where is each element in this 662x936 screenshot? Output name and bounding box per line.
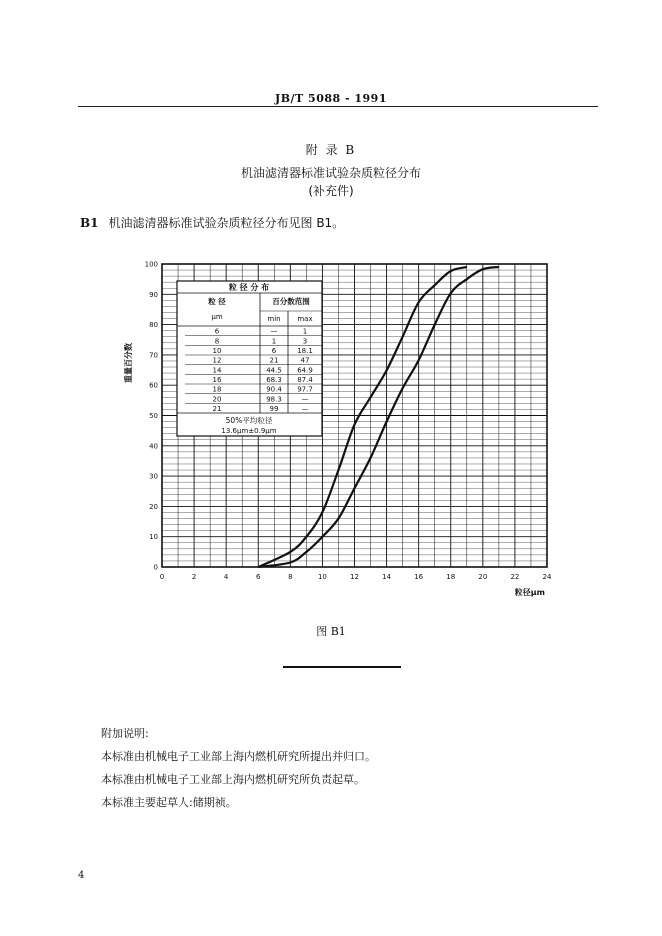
x-tick-label: 20 (478, 573, 488, 581)
inset-row-size: 8 (214, 337, 220, 346)
inset-row-size: 21 (212, 405, 222, 413)
y-tick-label: 70 (149, 351, 158, 360)
inset-row-min: 1 (271, 337, 277, 346)
inset-footer-value: 13.6μm±0.9μm (221, 427, 277, 435)
y-tick-label: 10 (149, 533, 158, 542)
inset-row-size: 14 (212, 366, 222, 375)
inset-row-max: — (301, 395, 309, 404)
inset-max-header: max (297, 315, 313, 323)
x-tick-label: 2 (191, 573, 197, 581)
notes-heading: 附加说明: (101, 727, 149, 740)
inset-row-min: 68.3 (266, 376, 282, 384)
inset-row-max: 87.4 (297, 376, 313, 384)
inset-row-max: — (301, 405, 309, 413)
inset-row-max: 18.1 (297, 347, 313, 355)
notes-line: 本标准主要起草人:储期祯。 (101, 796, 237, 809)
inset-row-max: 3 (302, 337, 308, 346)
inset-range-header: 百分数范围 (272, 297, 310, 306)
standard-code: JB/T 5088 - 1991 (275, 92, 387, 105)
x-tick-label: 14 (382, 573, 392, 581)
x-tick-label: 4 (223, 573, 229, 581)
notes-line: 本标准由机械电子工业部上海内燃机研究所提出并归口。 (101, 750, 376, 763)
inset-row-max: 1 (302, 327, 308, 336)
inset-row-min: 90.4 (266, 385, 282, 394)
inset-size-header: 粒 径 (208, 297, 226, 306)
inset-table (177, 281, 322, 436)
y-tick-label: 100 (144, 260, 158, 269)
y-tick-label: 60 (149, 381, 158, 390)
figure-caption: 图 B1 (316, 625, 346, 638)
end-rule (283, 666, 401, 668)
inset-row-size: 20 (212, 395, 222, 404)
inset-row-size: 16 (212, 376, 222, 384)
y-tick-label: 0 (153, 563, 158, 572)
appendix-subtitle: 机油滤清器标准试验杂质粒径分布 (240, 166, 421, 180)
inset-row-min: 99 (269, 405, 279, 413)
header-rule (78, 106, 598, 107)
appendix-note: (补充件) (308, 184, 354, 198)
section-number: B1 (80, 216, 99, 230)
y-axis-label: 重量百分数 (124, 343, 133, 383)
inset-row-size: 18 (212, 385, 222, 394)
inset-footer-label: 50%平均粒径 (225, 416, 273, 425)
inset-row-min: 44.5 (266, 366, 282, 375)
additional-notes (101, 722, 376, 814)
inset-row-max: 97.7 (297, 385, 313, 394)
x-tick-label: 12 (350, 573, 359, 581)
page-number: 4 (78, 870, 85, 881)
inset-row-min: 21 (269, 356, 279, 365)
inset-row-size: 6 (214, 327, 220, 336)
inset-row-min: — (270, 327, 278, 336)
particle-size-chart (125, 255, 565, 605)
inset-row-size: 12 (212, 356, 222, 365)
notes-line: 本标准由机械电子工业部上海内燃机研究所负责起草。 (101, 773, 365, 786)
x-tick-label: 18 (446, 573, 456, 581)
inset-row-min: 6 (271, 347, 277, 355)
section-b1 (80, 214, 344, 231)
x-tick-label: 24 (542, 573, 552, 581)
inset-row-size: 10 (212, 347, 222, 355)
y-tick-label: 90 (149, 290, 158, 299)
inset-row-min: 98.3 (266, 395, 282, 404)
y-tick-label: 80 (149, 321, 158, 330)
x-tick-label: 0 (159, 573, 165, 581)
y-tick-label: 30 (149, 472, 158, 481)
y-tick-label: 40 (149, 442, 158, 451)
appendix-title: 附 录 B (305, 143, 357, 157)
x-tick-label: 8 (288, 573, 293, 581)
x-axis-label: 粒径μm (514, 588, 545, 597)
inset-min-header: min (267, 315, 281, 323)
inset-size-unit: μm (211, 313, 223, 321)
inset-row-max: 47 (300, 356, 310, 365)
y-tick-label: 50 (149, 412, 158, 420)
inset-row-max: 64.9 (297, 366, 313, 375)
y-tick-label: 20 (149, 502, 158, 511)
x-tick-label: 6 (256, 573, 261, 581)
section-text: 机油滤清器标准试验杂质粒径分布见图 B1。 (108, 216, 345, 230)
x-tick-label: 10 (317, 573, 327, 581)
inset-title: 粒 径 分 布 (228, 283, 270, 292)
x-tick-label: 16 (414, 573, 424, 581)
x-tick-label: 22 (510, 573, 520, 581)
